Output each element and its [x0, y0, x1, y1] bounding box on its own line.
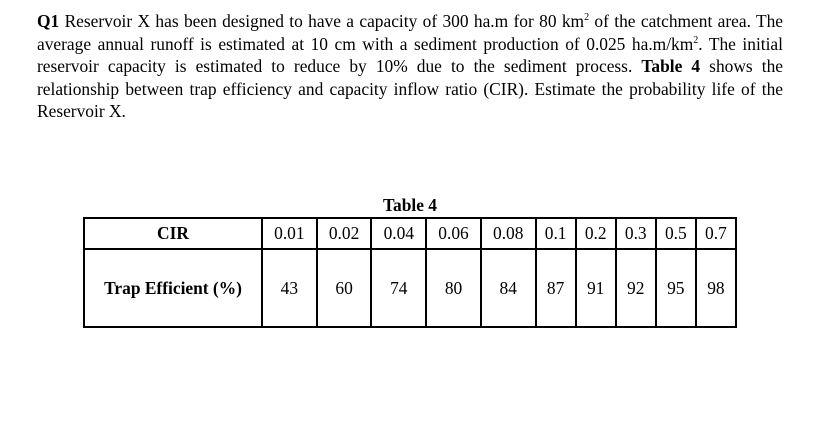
question-text-part-2: of the catchment area. The average annual runoff is estimated at 10 cm with a sediment production of 0.025 ha.m/km	[37, 11, 783, 54]
superscript-2b: 2	[693, 34, 699, 46]
trap-cell: 84	[481, 249, 536, 327]
trap-cell: 98	[696, 249, 736, 327]
cir-row-label: CIR	[84, 218, 262, 249]
cir-cell: 0.5	[656, 218, 696, 249]
cir-cell: 0.7	[696, 218, 736, 249]
question-number: Q1	[37, 11, 60, 31]
question-text-part-3: . The initial reservoir capacity is estimated to reduce by 10% due to the sediment process.	[37, 33, 783, 77]
cir-cell: 0.3	[616, 218, 656, 249]
trap-cell: 60	[317, 249, 372, 327]
question-text-part-4: shows the relationship between trap efficiency and capacity inflow ratio (CIR). Estimate the probability life of the Reservoir X.	[37, 56, 783, 122]
trap-cell: 92	[616, 249, 656, 327]
cir-cell: 0.02	[317, 218, 372, 249]
cir-cell: 0.08	[481, 218, 536, 249]
trap-cell: 91	[576, 249, 616, 327]
question-paragraph	[37, 10, 783, 123]
trap-cell: 87	[536, 249, 576, 327]
table-caption: Table 4	[383, 195, 437, 215]
trap-cell: 74	[371, 249, 426, 327]
cir-cell: 0.04	[371, 218, 426, 249]
table-reference: Table 4	[641, 56, 701, 77]
trap-cell: 43	[262, 249, 317, 327]
question-text-part-1: Reservoir X has been designed to have a capacity of 300 ha.m for 80 km	[59, 11, 585, 31]
trap-cell: 80	[426, 249, 481, 327]
trap-row-label: Trap Efficient (%)	[84, 249, 262, 327]
superscript-2: 2	[584, 12, 590, 23]
data-table	[83, 217, 737, 328]
cir-cell: 0.01	[262, 218, 317, 249]
cir-row	[84, 218, 736, 249]
cir-cell: 0.06	[426, 218, 481, 249]
cir-cell: 0.1	[536, 218, 576, 249]
table-caption-wrapper	[0, 195, 820, 215]
cir-cell: 0.2	[576, 218, 616, 249]
trap-cell: 95	[656, 249, 696, 327]
trap-efficiency-row	[84, 249, 736, 327]
